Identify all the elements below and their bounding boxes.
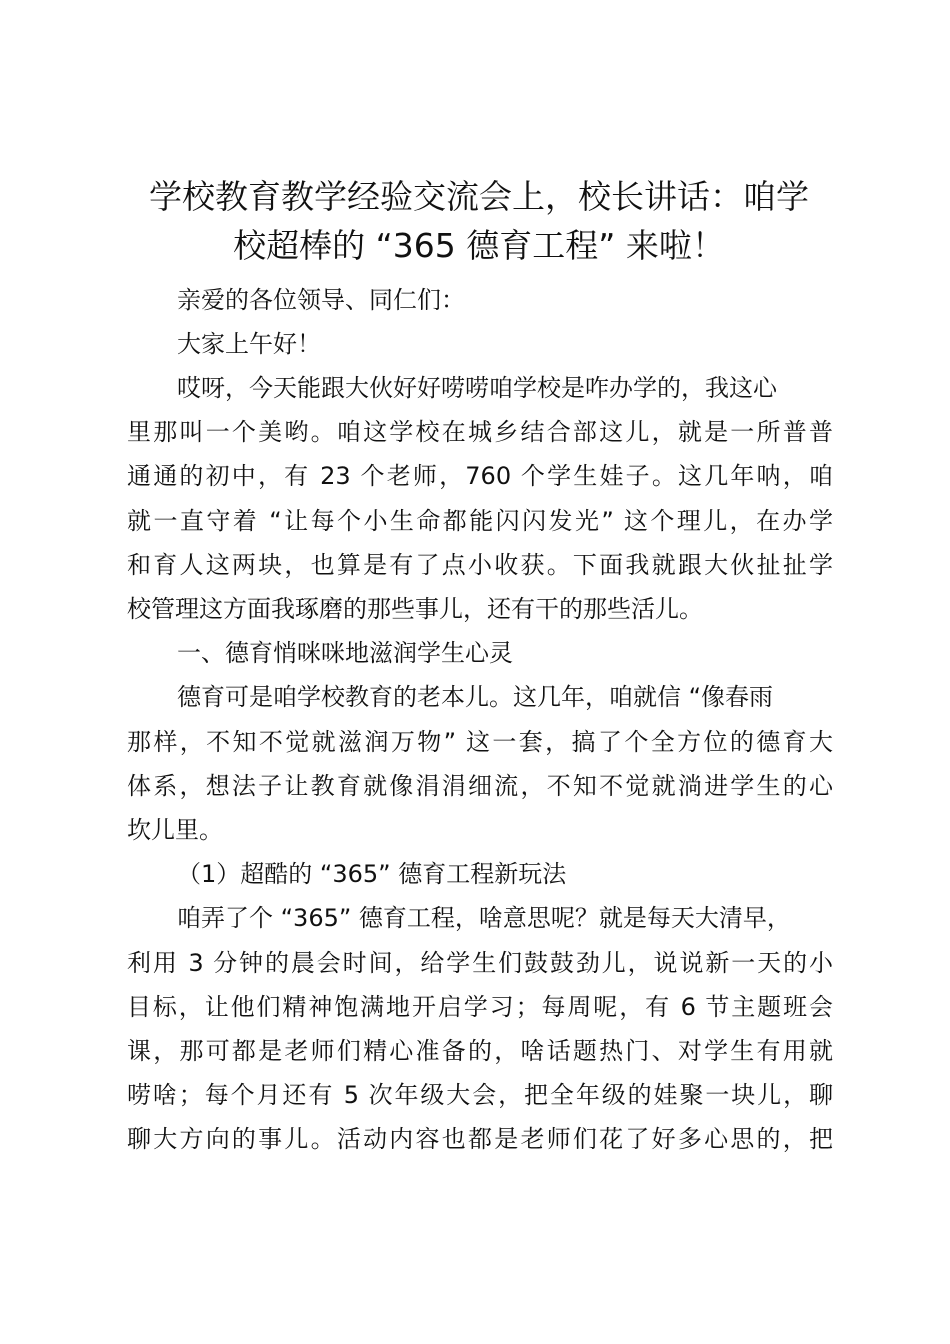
paragraph-1-line-3: 通通的初中，有 23 个老师，760 个学生娃子。这几年呐，咱 [127,462,833,490]
paragraph-3-line-5: 唠啥；每个月还有 5 次年级大会，把全年级的娃聚一块儿，聊 [127,1081,833,1109]
paragraph-2-line-2: 那样，不知不觉就滋润万物” 这一套，搞了个全方位的德育大 [127,728,833,756]
paragraph-1-line-5: 和育人这两块，也算是有了点小收获。下面我就跟大伙扯扯学 [127,551,833,579]
paragraph-3-line-2: 利用 3 分钟的晨会时间，给学生们鼓鼓劲儿，说说新一天的小 [127,949,833,977]
greeting: 亲爱的各位领导、同仁们： [177,286,465,314]
paragraph-2-line-1: 德育可是咱学校教育的老本儿。这几年，咱就信 “像春雨 [177,683,774,711]
paragraph-3-line-3: 目标，让他们精神饱满地开启学习；每周呢，有 6 节主题班会 [127,993,833,1021]
document-title [118,172,840,270]
paragraph-1-line-1: 哎呀，今天能跟大伙好好唠唠咱学校是咋办学的，我这心 [177,374,777,402]
paragraph-1-line-4: 就一直守着 “让每个小生命都能闪闪发光” 这个理儿，在办学 [127,507,833,535]
paragraph-2-line-3: 体系，想法子让教育就像涓涓细流，不知不觉就淌进学生的心 [127,772,833,800]
paragraph-3-line-4: 课，那可都是老师们精心准备的，啥话题热门、对学生有用就 [127,1037,833,1065]
title-line-2: 校超棒的 “365 德育工程” 来啦！ [233,226,725,265]
title-line-1: 学校教育教学经验交流会上，校长讲话：咱学 [149,177,809,216]
paragraph-3-line-6: 聊大方向的事儿。活动内容也都是老师们花了好多心思的，把 [127,1125,833,1153]
paragraph-1-line-6: 校管理这方面我琢磨的那些事儿，还有干的那些活儿。 [127,595,703,623]
paragraph-3-line-1: 咱弄了个 “365” 德育工程，啥意思呢？就是每天大清早， [177,904,791,932]
salutation: 大家上午好！ [177,330,321,358]
section-heading-1: 一、德育悄咪咪地滋润学生心灵 [177,639,513,667]
subheading-1: （1）超酷的 “365” 德育工程新玩法 [177,860,567,888]
paragraph-1-line-2: 里那叫一个美哟。咱这学校在城乡结合部这儿，就是一所普普 [127,418,833,446]
paragraph-2-line-4: 坎儿里。 [127,816,223,844]
